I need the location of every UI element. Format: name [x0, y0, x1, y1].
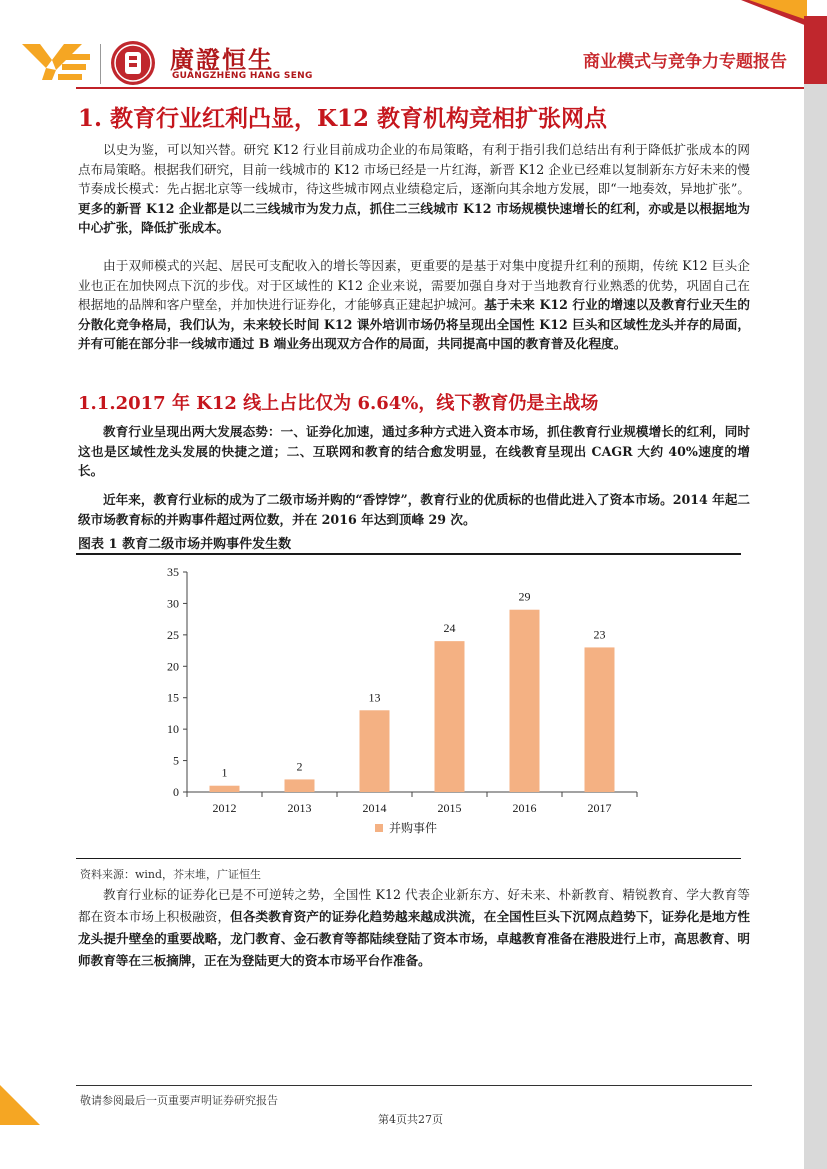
side-bar-accent [804, 16, 827, 86]
data-label-2013: 2 [296, 759, 303, 774]
paragraph-text: 由于双师模式的兴起、居民可支配收入的增长等因素，更重要的是基于对集中度提升红利的预期，传统 K12 巨头企业也正在加快网点下沉的步伐。对于区域性的 K12 企业来说，需要加强自身对于当地教育行业熟悉的优势，巩固自己在根据地的品牌和客户壁垒，并加快进行证券化，才能够真正建起护城河。 [78, 258, 750, 312]
data-label-2012: 1 [221, 765, 228, 780]
bar-2013 [285, 779, 315, 792]
y-tick-label: 5 [173, 753, 179, 768]
bar-2016 [510, 610, 540, 792]
y-tick-label: 30 [167, 596, 179, 611]
figure-source: 资料来源：wind，芥末堆，广证恒生 [80, 868, 262, 881]
paragraph-emphasis: 更多的新晋 K12 企业都是以二三线城市为发力点，抓住二三线城市 K12 市场规模快速增长的红利，亦或是以根据地为中心扩张，降低扩张成本。 [78, 200, 750, 235]
legend-label: 并购事件 [389, 821, 438, 835]
y-tick-label: 25 [167, 627, 179, 642]
bar-2015 [435, 641, 465, 792]
paragraph-text: 以史为鉴，可以知兴替。研究 K12 行业目前成功企业的布局策略，有利于指引我们总结出有利于降低扩张成本的网点布局策略。根据我们研究，目前一线城市的 K12 市场已经是一片红海，新晋 K12 企业已经难以复制新东方好未来的慢节奏成长模式：先占据北京等一线城市，待这些城市网点业绩稳定后，逐渐向其余地方发展，即“一地奏效，异地扩张”。 [78, 142, 750, 196]
paragraph-text: 教育行业标的证券化已是不可逆转之势，全国性 K12 代表企业新东方、好未来、朴新教育、精锐教育、学大教育等都在资本市场上积极融资， [78, 887, 750, 924]
paragraph-emphasis: 基于未来 K12 行业的增速以及教育行业天生的分散化竞争格局，我们认为，未来较长时间 K12 课外培训市场仍将呈现出全国性 K12 巨头和区域性龙头并存的局面，并有可能在部分非一线城市通过 B 端业务出现双方合作的局面，共同提高中国的教育普及化程度。 [78, 297, 751, 351]
brand-name-cn: 廣證恒生 [170, 46, 274, 74]
y-tick-label: 20 [167, 659, 179, 674]
footer-divider [76, 1085, 752, 1086]
x-tick-label-2012: 2012 [212, 801, 237, 815]
section-1-paragraph-2 [78, 256, 750, 354]
section-1-paragraph-1 [78, 140, 750, 238]
figure-top-rule [76, 553, 741, 555]
logo-divider [100, 44, 101, 84]
section-1-1-paragraph-1 [78, 422, 750, 481]
after-chart-paragraph [78, 884, 750, 972]
page-number: 第4页共27页 [378, 1113, 443, 1126]
data-label-2014: 13 [368, 690, 381, 705]
legend-swatch [375, 824, 383, 832]
figure-bottom-rule [76, 858, 741, 859]
y-tick-label: 10 [167, 722, 179, 737]
y-tick-label: 15 [167, 690, 179, 705]
x-tick-label-2014: 2014 [362, 801, 387, 815]
paragraph-emphasis: 教育行业呈现出两大发展态势：一、证券化加速，通过多种方式进入资本市场，抓住教育行业规模增长的红利，同时这也是区域性龙头发展的快捷之道；二、互联网和教育的结合愈发明显，在线教育呈现出 CAGR 大约 40%速度的增长。 [78, 424, 750, 478]
y-tick-label: 0 [173, 785, 179, 799]
data-label-2015: 24 [443, 621, 456, 636]
corner-triangle-bottom [0, 1085, 44, 1125]
brand-name-en: GUANGZHENG HANG SENG [172, 71, 313, 81]
section-1-heading: 1. 教育行业红利凸显，K12 教育机构竞相扩张网点 [78, 105, 608, 132]
x-tick-label-2013: 2013 [287, 801, 312, 815]
data-label-2016: 29 [518, 589, 531, 604]
paragraph-emphasis: 但各类教育资产的证券化趋势越来越成洪流，在全国性巨头下沉网点趋势下，证券化是地方性龙头提升壁垒的重要战略，龙门教育、金石教育等都陆续登陆了资本市场，卓越教育准备在港股进行上市，高思教育、明师教育等在三板摘牌，正在为登陆更大的资本市场平台作准备。 [78, 909, 751, 968]
section-1-1-paragraph-2 [78, 490, 750, 529]
data-label-2017: 23 [593, 627, 606, 642]
report-type-title: 商业模式与竞争力专题报告 [583, 52, 787, 72]
bar-2017 [585, 647, 615, 792]
bar-2012 [210, 786, 240, 792]
header-divider [76, 87, 804, 89]
x-tick-label-2015: 2015 [437, 801, 462, 815]
ma-events-bar-chart [150, 560, 650, 850]
corner-stripe-top [741, 0, 807, 26]
seal-logo-icon [110, 40, 156, 86]
bar-2014 [360, 710, 390, 792]
side-bar [804, 84, 827, 1169]
footer-disclaimer: 敬请参阅最后一页重要声明证券研究报告 [80, 1094, 278, 1107]
y-tick-label: 35 [167, 565, 179, 579]
paragraph-emphasis: 近年来，教育行业标的成为了二级市场并购的“香饽饽”，教育行业的优质标的也借此进入了资本市场。2014 年起二级市场教育标的并购事件超过两位数，并在 2016 年达到顶峰 29 次。 [78, 492, 750, 527]
x-tick-label-2016: 2016 [512, 801, 537, 815]
figure-title: 图表 1 教育二级市场并购事件发生数 [78, 537, 292, 552]
ye-logo-icon [22, 40, 92, 84]
section-1-1-heading: 1.1.2017 年 K12 线上占比仅为 6.64%，线下教育仍是主战场 [78, 393, 599, 414]
x-tick-label-2017: 2017 [587, 801, 612, 815]
